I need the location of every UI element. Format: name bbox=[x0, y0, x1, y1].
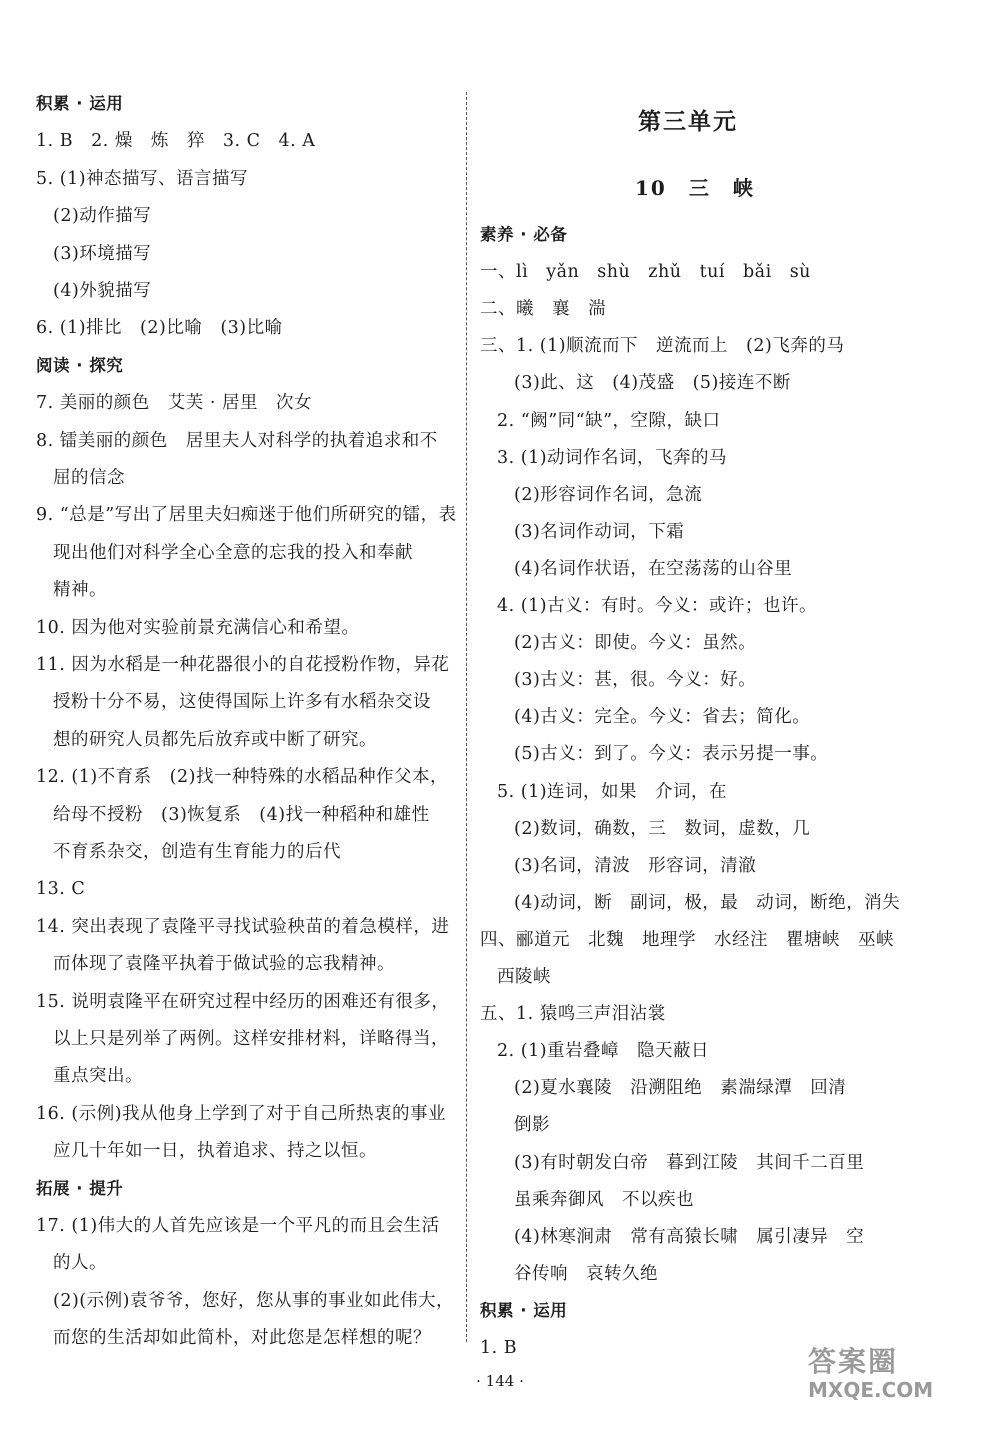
answer-line: 11. 因为水稻是一种花器很小的自花授粉作物，异花 bbox=[36, 655, 450, 675]
answer-line: 应几十年如一日，执着追求、持之以恒。 bbox=[53, 1141, 377, 1162]
section-heading: 阅读 · 探究 bbox=[36, 355, 124, 375]
section-heading: 积累 · 运用 bbox=[480, 1300, 568, 1320]
answer-line: 精神。 bbox=[53, 580, 107, 601]
answer-line: 2. (1)重岩叠嶂 隐天蔽日 bbox=[497, 1041, 710, 1062]
answer-line: (3)古义：甚，很。今义：好。 bbox=[514, 670, 757, 691]
unit-title: 第三单元 bbox=[638, 108, 738, 135]
answer-line: 倒影 bbox=[514, 1115, 550, 1136]
answer-line: 15. 说明袁隆平在研究过程中经历的困难还有很多， bbox=[36, 991, 450, 1012]
answer-line: (2)动作描写 bbox=[53, 206, 152, 227]
answer-line: (4)名词作状语，在空荡荡的山谷里 bbox=[514, 558, 793, 579]
answer-line: 而您的生活却如此简朴，对此您是怎样想的呢？ bbox=[53, 1328, 431, 1349]
answer-line: (3)有时朝发白帝 暮到江陵 其间千二百里 bbox=[514, 1152, 865, 1173]
answer-line: 现出他们对科学全心全意的忘我的投入和奉献 bbox=[53, 542, 413, 563]
watermark-logo: 答案圈 bbox=[808, 1345, 899, 1378]
answer-line: (4)林寒涧肃 常有高猿长啸 属引凄异 空 bbox=[514, 1226, 865, 1247]
answer-line: (2)夏水襄陵 沿溯阻绝 素湍绿潭 回清 bbox=[514, 1078, 847, 1099]
answer-line: 17. (1)伟大的人首先应该是一个平凡的而且会生活 bbox=[36, 1216, 440, 1236]
page-number: · 144 · bbox=[476, 1372, 524, 1390]
answer-line: 五、1. 猿鸣三声泪沾裳 bbox=[480, 1004, 666, 1025]
answer-line: (2)(示例)袁爷爷，您好，您从事的事业如此伟大， bbox=[53, 1290, 454, 1311]
answer-line: (4)古义：完全。今义：省去；简化。 bbox=[514, 707, 811, 728]
answer-line: 13. C bbox=[36, 879, 86, 900]
answer-line: 的人。 bbox=[53, 1253, 107, 1274]
answer-line: 5. (1)神态描写、语言描写 bbox=[36, 168, 249, 189]
answer-line: 授粉十分不易，这使得国际上许多有水稻杂交设 bbox=[53, 692, 431, 713]
answer-line: 而体现了袁隆平执着于做试验的忘我精神。 bbox=[53, 954, 395, 975]
answer-line: 西陵峡 bbox=[497, 967, 551, 987]
answer-line: 二、曦 襄 湍 bbox=[480, 299, 606, 320]
answer-line: 10. 因为他对实验前景充满信心和希望。 bbox=[36, 617, 360, 638]
answer-line: 4. (1)古义：有时。今义：或许；也许。 bbox=[497, 596, 818, 616]
answer-line: 不育系杂交，创造有生育能力的后代 bbox=[53, 842, 341, 862]
answer-line: (5)古义：到了。今义：表示另提一事。 bbox=[514, 744, 829, 765]
answer-line: (2)古义：即使。今义：虽然。 bbox=[514, 633, 757, 654]
answer-line: 给母不授粉 (3)恢复系 (4)找一种稻种和雄性 bbox=[53, 804, 430, 825]
answer-line: 7. 美丽的颜色 艾芙 · 居里 次女 bbox=[36, 393, 312, 414]
answer-line: 谷传响 哀转久绝 bbox=[514, 1263, 658, 1284]
answer-line: 三、1. (1)顺流而下 逆流而上 (2)飞奔的马 bbox=[480, 336, 845, 357]
answer-line: (4)动词，断 副词，极，最 动词，断绝，消失 bbox=[514, 892, 901, 913]
answer-line: 1. B bbox=[480, 1338, 518, 1358]
answer-line: (2)数词，确数，三 数词，虚数，几 bbox=[514, 818, 811, 839]
section-heading: 积累 · 运用 bbox=[36, 94, 124, 113]
answer-line: 8. 镭美丽的颜色 居里夫人对科学的执着追求和不 bbox=[36, 430, 438, 451]
section-heading: 素养 · 必备 bbox=[480, 225, 568, 244]
answer-line: 9. “总是”写出了居里夫妇痴迷于他们所研究的镭，表 bbox=[36, 505, 457, 526]
answer-line: 四、郦道元 北魏 地理学 水经注 瞿塘峡 巫峡 bbox=[480, 929, 894, 950]
answer-line: 2. “阙”同“缺”，空隙，缺口 bbox=[497, 410, 721, 431]
answer-line: 重点突出。 bbox=[53, 1066, 143, 1087]
answer-line: (4)外貌描写 bbox=[53, 281, 152, 301]
answer-line: 一、lì yǎn shù zhǔ tuí bǎi sù bbox=[480, 262, 811, 283]
answer-line: 5. (1)连词，如果 介词，在 bbox=[497, 781, 728, 802]
answer-line: 屈的信念 bbox=[53, 468, 125, 488]
answer-line: (3)此、这 (4)茂盛 (5)接连不断 bbox=[514, 373, 791, 394]
column-divider bbox=[466, 92, 467, 1342]
watermark-url: MXQE.COM bbox=[808, 1378, 934, 1402]
answer-line: 以上只是列举了两例。这样安排材料，详略得当， bbox=[53, 1029, 449, 1049]
answer-line: 16. (示例)我从他身上学到了对于自己所热衷的事业 bbox=[36, 1103, 447, 1124]
answer-line: (3)名词，清波 形容词，清澈 bbox=[514, 855, 757, 876]
answer-line: (3)名词作动词，下霜 bbox=[514, 521, 685, 542]
lesson-title: 10 三 峡 bbox=[635, 176, 755, 200]
answer-line: 12. (1)不育系 (2)找一种特殊的水稻品种作父本， bbox=[36, 767, 448, 788]
answer-line: 想的研究人员都先后放弃或中断了研究。 bbox=[53, 729, 377, 750]
answer-line: (3)环境描写 bbox=[53, 243, 152, 264]
answer-line: 14. 突出表现了袁隆平寻找试验秧苗的着急模样，进 bbox=[36, 916, 450, 937]
answer-line: 3. (1)动词作名词，飞奔的马 bbox=[497, 447, 728, 468]
answer-line: 虽乘奔御风 不以疾也 bbox=[514, 1189, 694, 1210]
section-heading: 拓展 · 提升 bbox=[36, 1178, 124, 1198]
watermark bbox=[808, 1340, 934, 1402]
answer-line: 1. B 2. 燥 炼 猝 3. C 4. A bbox=[36, 131, 316, 152]
answer-line: 6. (1)排比 (2)比喻 (3)比喻 bbox=[36, 318, 283, 339]
answer-line: (2)形容词作名词，急流 bbox=[514, 484, 703, 505]
